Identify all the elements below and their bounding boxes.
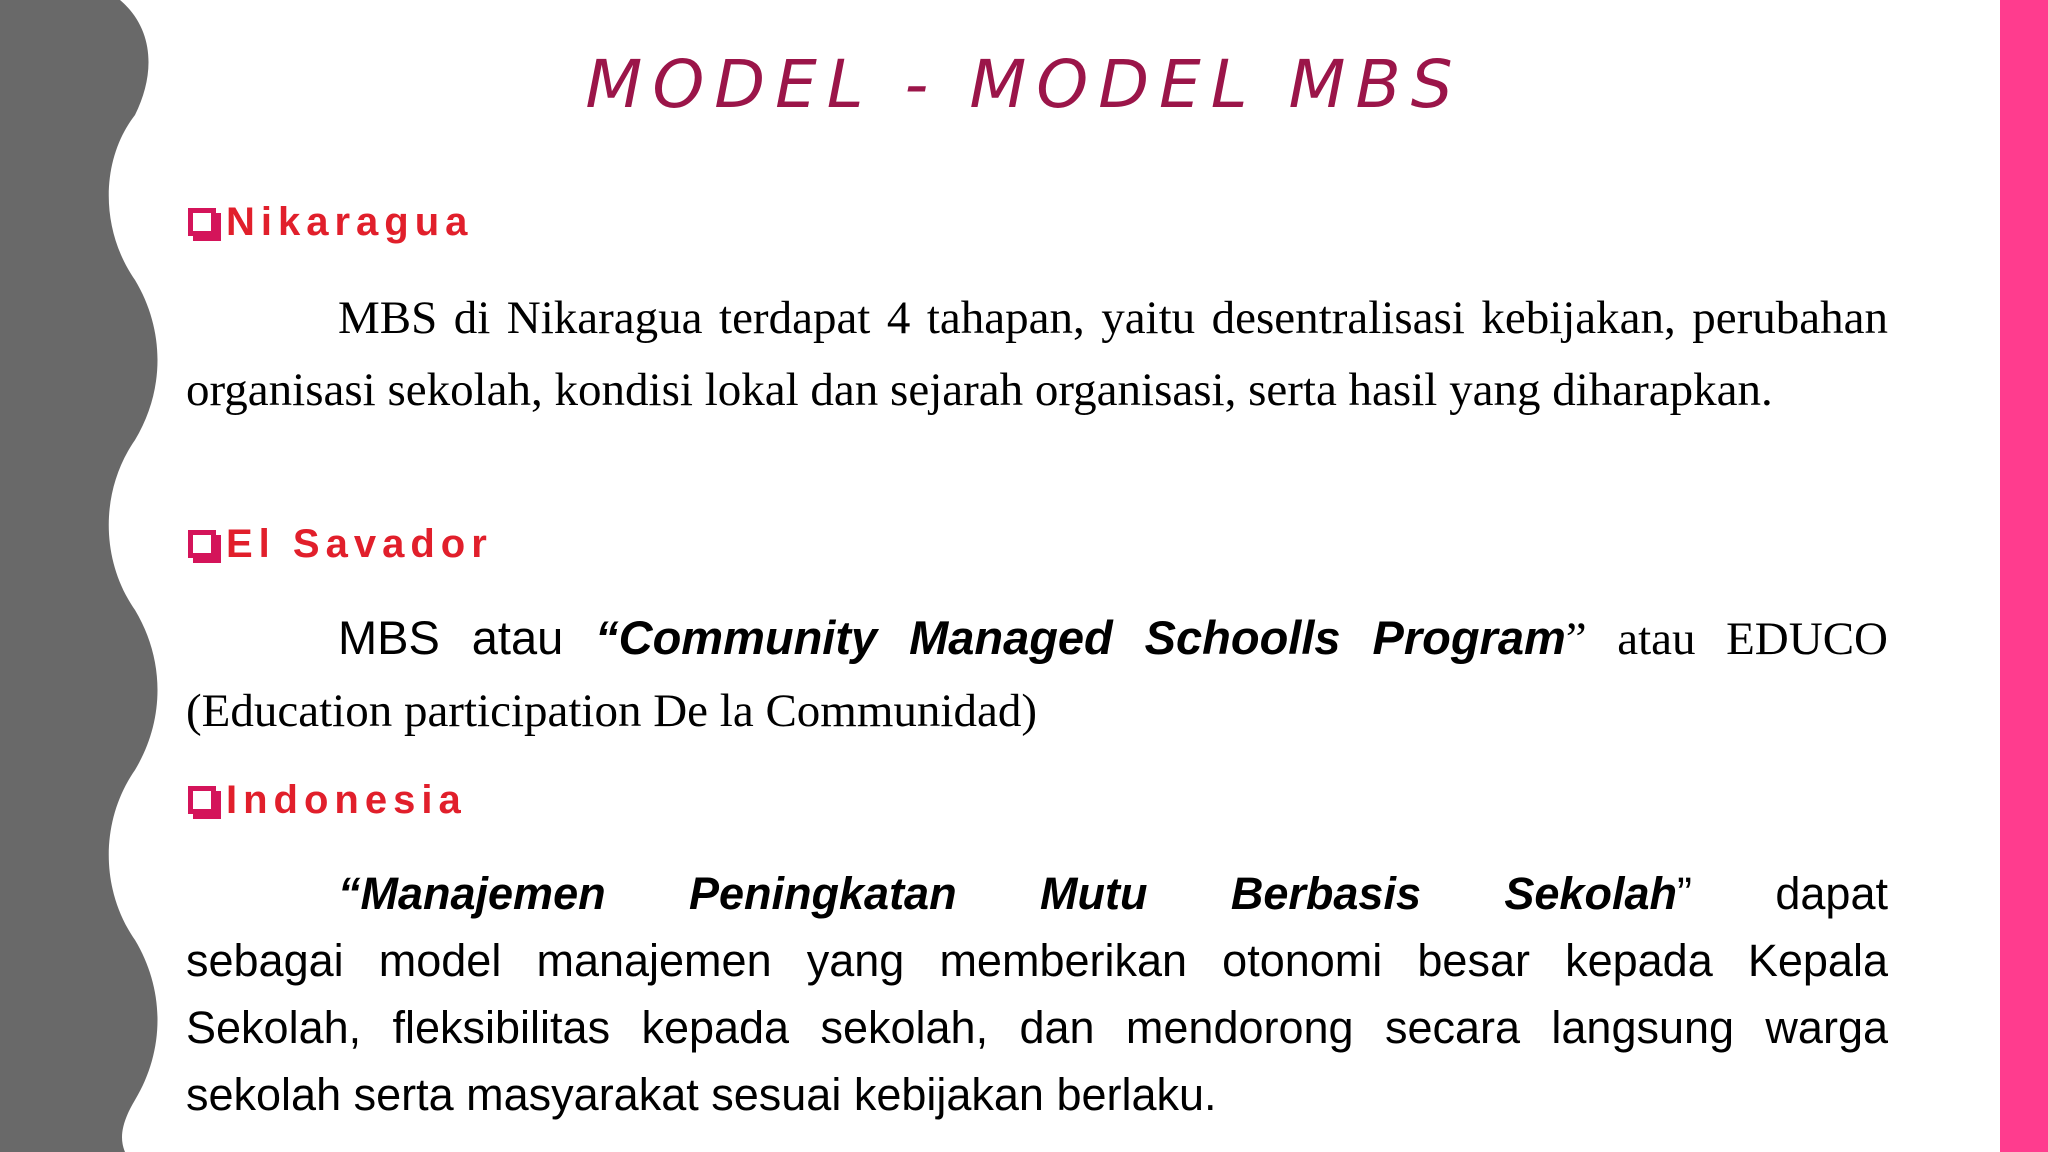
section-body-lead: MBS atau	[338, 611, 596, 664]
section-heading-el-savador	[188, 524, 493, 564]
checkbox-icon	[188, 208, 216, 236]
section-heading-indonesia	[188, 780, 467, 820]
section-body-first-line	[186, 860, 1888, 927]
section-heading-nikaragua	[188, 202, 473, 242]
checkbox-icon	[188, 530, 216, 558]
section-body-tail: ” atau EDUCO (Education participation De la Communidad)	[186, 613, 1888, 737]
section-body-tail-start: ” dapat	[1676, 868, 1888, 919]
section-heading-label: El Savador	[226, 522, 493, 566]
section-heading-label: Nikaragua	[226, 200, 474, 244]
right-accent-bar	[2000, 0, 2048, 1152]
section-body-emphasis: “Manajemen Peningkatan Mutu Berbasis Sekolah	[338, 868, 1677, 919]
section-body-nikaragua	[186, 282, 1888, 426]
section-body-indonesia	[186, 860, 1888, 1128]
section-body-emphasis: “Community Managed Schoolls Program	[595, 611, 1566, 664]
section-body-rest: sebagai model manajemen yang memberikan otonomi besar kepada Kepala Sekolah, fleksibilitas kepada sekolah, dan mendorong secara langsung warga sekolah serta masyarakat sesuai kebijakan berlaku.	[186, 935, 1888, 1120]
section-heading-label: Indonesia	[226, 778, 467, 822]
checkbox-icon	[188, 786, 216, 814]
section-body-text: MBS di Nikaragua terdapat 4 tahapan, yaitu desentralisasi kebijakan, perubahan organisasi sekolah, kondisi lokal dan sejarah organisasi, serta hasil yang diharapkan.	[186, 292, 1888, 416]
section-body-el-savador	[186, 602, 1888, 747]
wavy-left-border	[0, 0, 160, 1152]
slide-title: MODEL - MODEL MBS	[585, 46, 1463, 123]
